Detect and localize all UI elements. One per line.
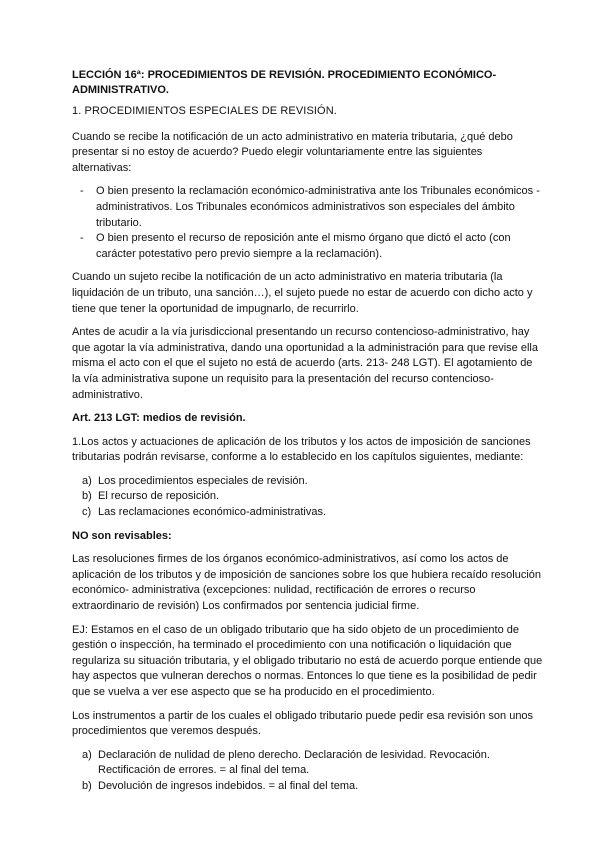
list-item: - O bien presento el recurso de reposición ante el mismo órgano que dictó el acto (con carácter potestativo pero previo siempre a la reclamación). [72, 231, 544, 262]
list-marker: b) [82, 779, 92, 792]
list-marker: b) [82, 490, 92, 503]
paragraph-intro: Cuando se recibe la notificación de un acto administrativo en materia tributaria, ¿qué debo presentar si no estoy de acuerdo? Puedo elegir voluntariamente entre las siguientes alternativas: [72, 130, 513, 174]
list-item [72, 474, 544, 490]
article-heading: Art. 213 LGT: medios de revisión. [72, 412, 246, 425]
revision-means-list [72, 474, 544, 521]
list-item [72, 505, 544, 521]
document-page [72, 68, 544, 803]
list-item-text: Las reclamaciones económico-administrativas. [98, 506, 327, 519]
list-marker: a) [82, 474, 92, 487]
paragraph-instruments: Los instrumentos a partir de los cuales el obligado tributario puede pedir esa revisión son unos procedimientos que veremos después. [72, 709, 534, 738]
list-item-text: Devolución de ingresos indebidos. = al final del tema. [98, 779, 359, 792]
list-item-text: El recurso de reposición. [98, 490, 220, 503]
procedures-list [72, 748, 544, 795]
section-heading: 1. PROCEDIMIENTOS ESPECIALES DE REVISIÓN. [72, 105, 337, 117]
lesson-title: LECCIÓN 16ª: PROCEDIMIENTOS DE REVISIÓN. PROCEDIMIENTO ECONÓMICO-ADMINISTRATIVO. [72, 69, 497, 96]
list-item [72, 748, 544, 779]
alternatives-list [72, 184, 544, 262]
list-item [72, 489, 544, 505]
list-marker: a) [82, 748, 92, 761]
list-item-text: Declaración de nulidad de pleno derecho. Declaración de lesividad. Revocación. Rectificación de errores. = al final del tema. [98, 748, 490, 777]
paragraph-not-revisable: Las resoluciones firmes de los órganos económico-administrativos, así como los actos de aplicación de los tributos y de imposición de sanciones sobre los que hubiera recaído resolución económico- administrativa (excepciones: nulidad, rectificación de errores o recurso extraordinario de revisión) Los confirmados por sentencia judicial firme. [72, 553, 541, 613]
not-revisable-heading: NO son revisables: [72, 529, 172, 542]
list-marker: c) [82, 506, 92, 519]
list-item [72, 779, 544, 795]
paragraph-article: 1.Los actos y actuaciones de aplicación de los tributos y los actos de imposición de sanciones tributarias podrán revisarse, conforme a lo establecido en los capítulos siguientes, mediante: [72, 435, 531, 464]
paragraph-notification: Cuando un sujeto recibe la notificación de un acto administrativo en materia tributaria (la liquidación de un tributo, una sanción…), el sujeto puede no estar de acuerdo con dicho acto y tiene que tener la oportunidad de impugnarlo, de recurrirlo. [72, 271, 533, 315]
list-item: - O bien presento la reclamación económico-administrativa ante los Tribunales económicos - administrativos. Los Tribunales económicos administrativos son especiales del ámbito tributario. [72, 184, 544, 231]
paragraph-jurisdiction: Antes de acudir a la vía jurisdiccional presentando un recurso contencioso-administrativo, hay que agotar la vía administrativa, dando una oportunidad a la administración para que revise ella misma el acto con el que el sujeto no está de acuerdo (arts. 213- 248 LGT). El agotamiento de la vía administrativa supone un requisito para la presentación del recurso contencioso-administrativo. [72, 326, 538, 401]
list-item-text: Los procedimientos especiales de revisión. [98, 474, 308, 487]
paragraph-example: EJ: Estamos en el caso de un obligado tributario que ha sido objeto de un procedimiento de gestión o inspección, ha terminado el procedimiento con una notificación o liquidación que regulariza su situación tributaria, y el obligado tributario no está de acuerdo porque entiende que hay aspectos que vulneran derechos o normas. Entonces lo que tiene es la posibilidad de pedir que se vuelva a ver ese aspecto que se ha producido en el procedimiento. [72, 623, 543, 698]
